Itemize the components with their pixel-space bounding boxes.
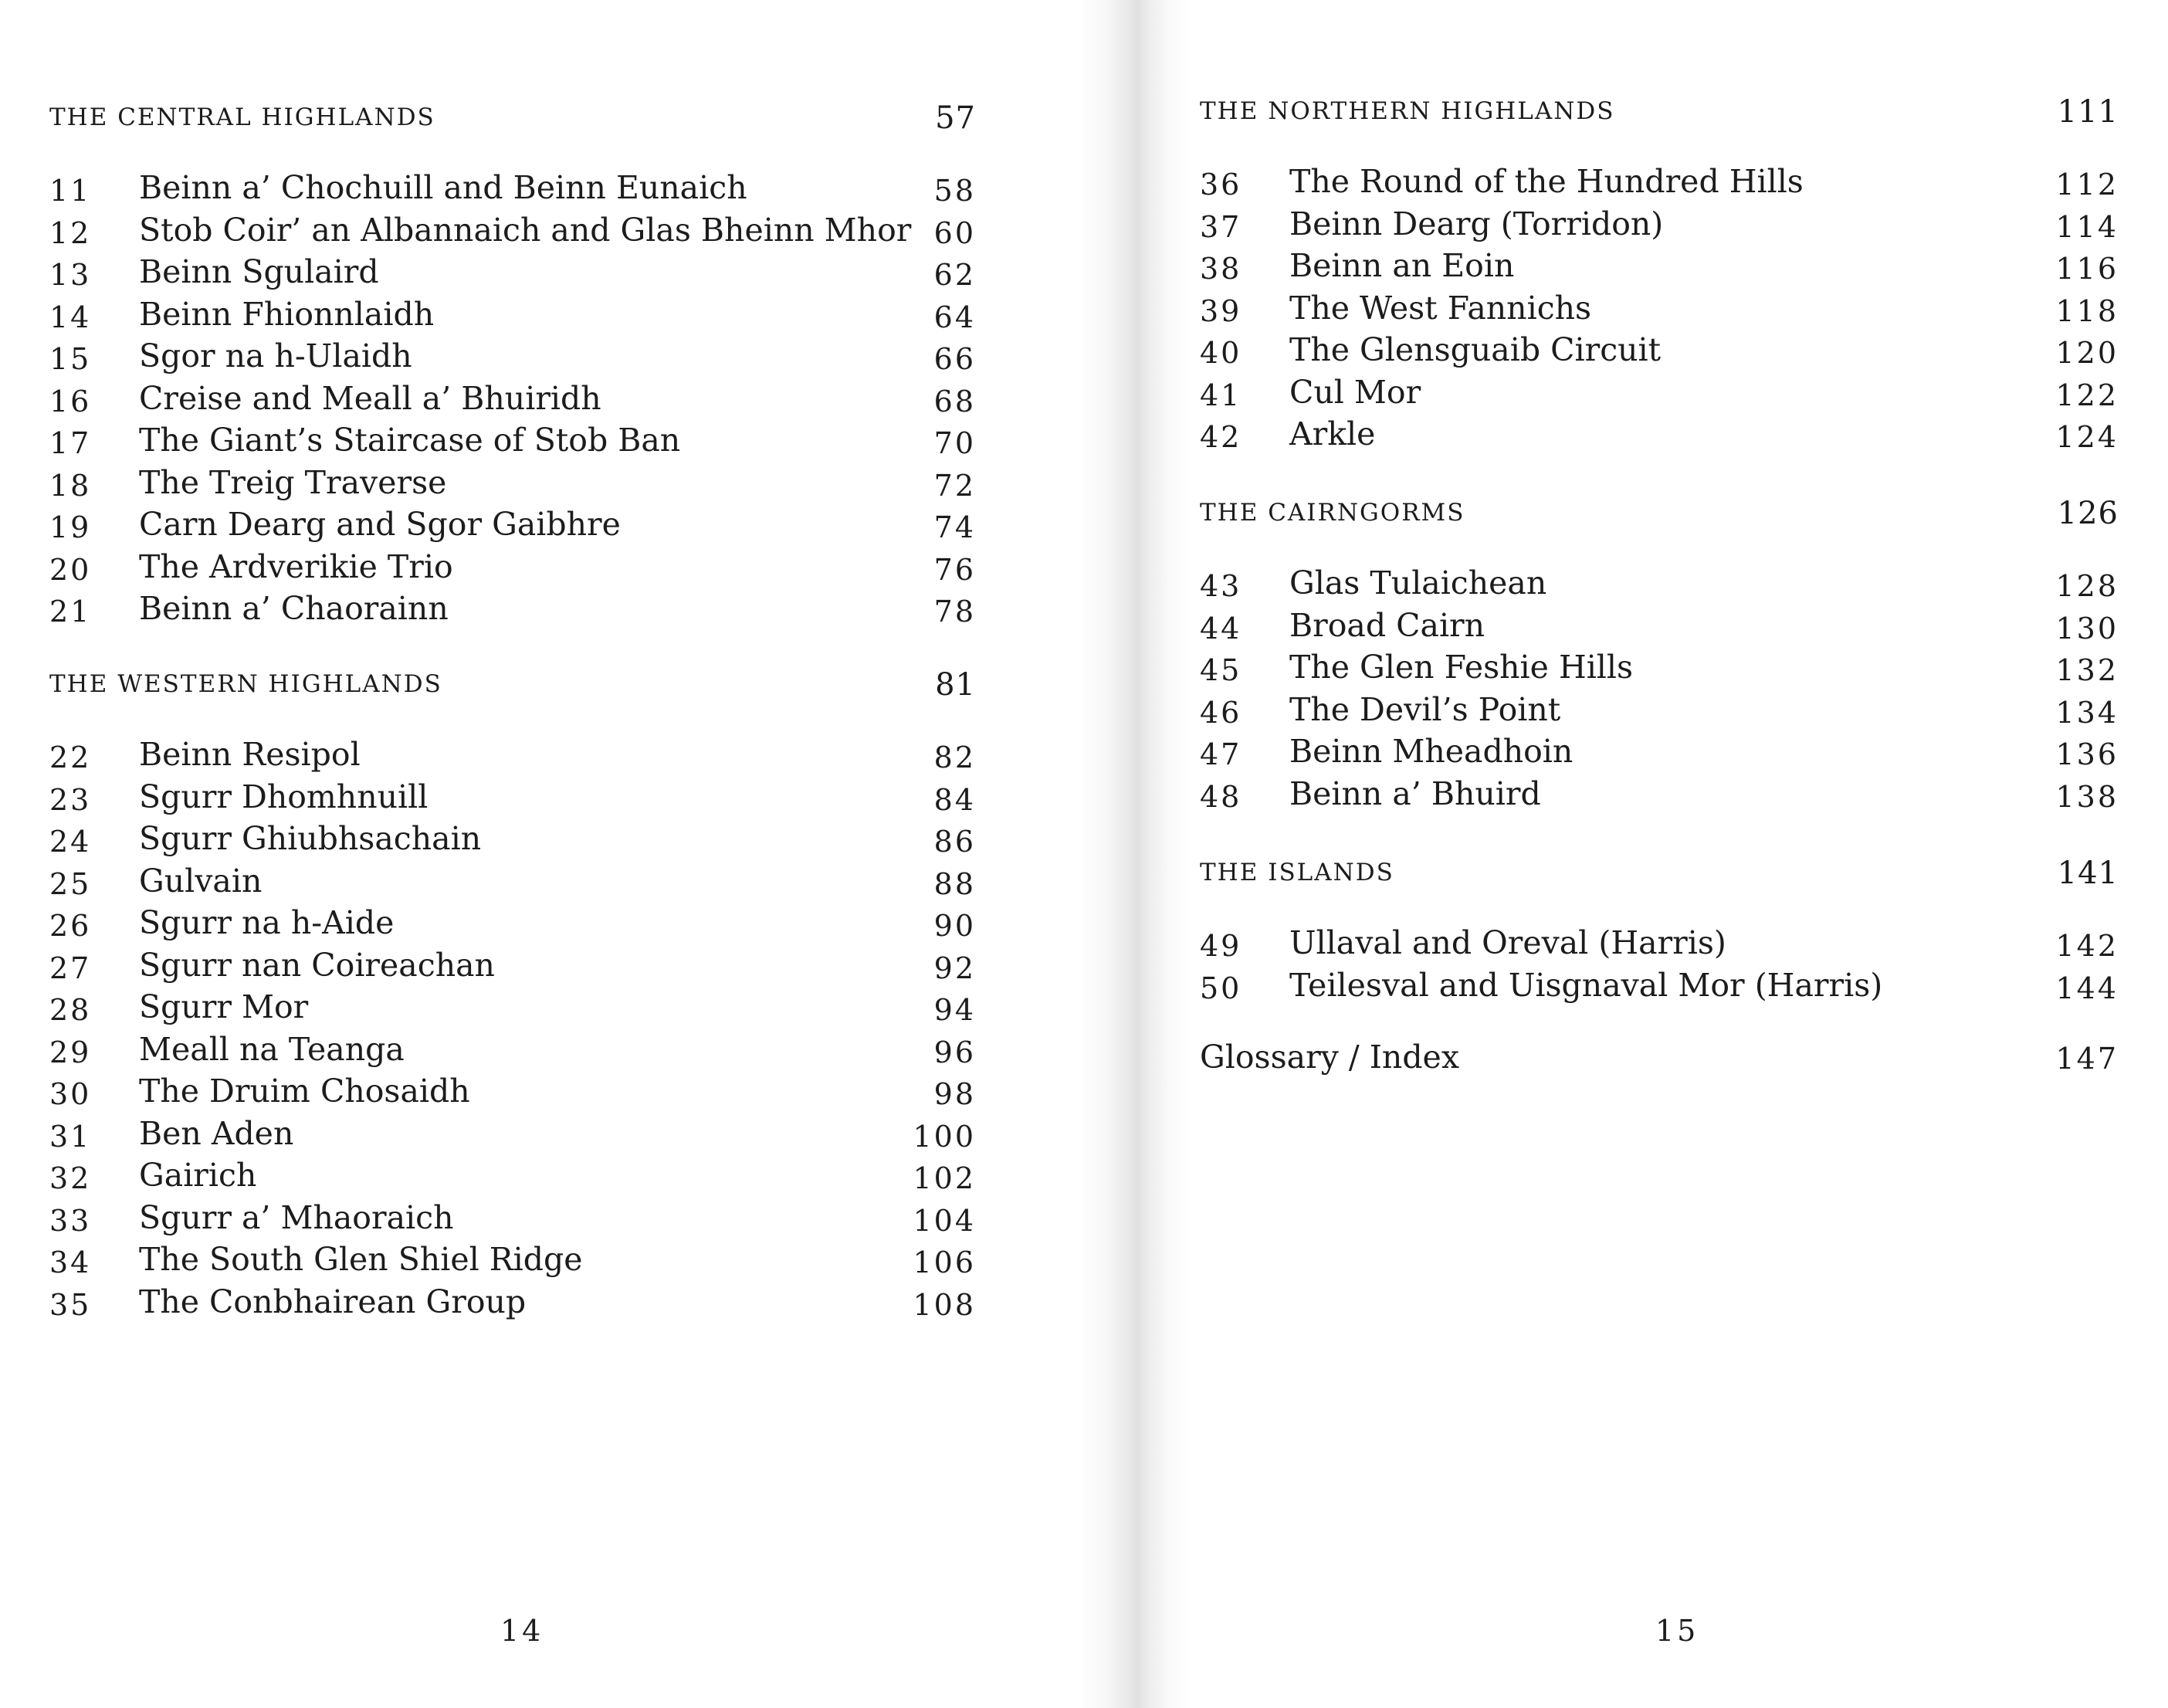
section-page-number: 141 xyxy=(2057,856,2119,891)
section-islands xyxy=(1089,856,2119,1006)
section-cairngorms xyxy=(1089,496,2119,815)
entry-list xyxy=(49,167,976,630)
entry-page-number: 134 xyxy=(2055,695,2119,730)
right-page xyxy=(1089,0,2168,1708)
entry-page-number: 90 xyxy=(933,909,976,943)
entry-page-number: 128 xyxy=(2055,569,2119,603)
entry-title: Arkle xyxy=(1289,415,1376,452)
toc-entry xyxy=(1200,329,2119,371)
entry-title: The Round of the Hundred Hills xyxy=(1289,163,1804,200)
section-page-number: 57 xyxy=(935,100,976,136)
entry-number: 29 xyxy=(49,1035,92,1069)
toc-entry xyxy=(49,1281,976,1323)
entry-title: Ullaval and Oreval (Harris) xyxy=(1289,924,1726,961)
entry-page-number: 112 xyxy=(2055,168,2119,202)
entry-number: 39 xyxy=(1200,293,1242,328)
toc-entry xyxy=(49,588,976,630)
entry-number: 13 xyxy=(49,258,92,292)
entry-page-number: 58 xyxy=(933,174,976,208)
glossary-page-number: 147 xyxy=(2055,1042,2119,1076)
entry-page-number: 144 xyxy=(2055,971,2119,1005)
entry-number: 46 xyxy=(1200,695,1242,730)
toc-entry xyxy=(49,167,976,209)
entry-page-number: 108 xyxy=(913,1287,976,1322)
entry-title: The Ardverikie Trio xyxy=(139,547,453,585)
entry-page-number: 76 xyxy=(933,552,976,587)
entry-number: 31 xyxy=(49,1119,92,1154)
entry-number: 17 xyxy=(49,426,92,460)
toc-entry xyxy=(1200,964,2119,1007)
toc-entry xyxy=(49,335,976,378)
toc-entry xyxy=(1200,203,2119,246)
entry-title: Ben Aden xyxy=(139,1114,294,1152)
entry-number: 19 xyxy=(49,510,92,544)
entry-page-number: 114 xyxy=(2055,209,2119,244)
entry-number: 36 xyxy=(1200,168,1242,202)
entry-number: 26 xyxy=(49,909,92,943)
entry-page-number: 94 xyxy=(933,993,976,1027)
entry-title: The Druim Chosaidh xyxy=(139,1073,470,1110)
entry-number: 23 xyxy=(49,782,92,817)
entry-title: The South Glen Shiel Ridge xyxy=(139,1241,583,1278)
entry-number: 34 xyxy=(49,1245,92,1279)
entry-title: Beinn Dearg (Torridon) xyxy=(1289,205,1664,242)
entry-title: The Giant’s Staircase of Stob Ban xyxy=(139,422,681,459)
entry-list xyxy=(1200,161,2119,456)
entry-title: Carn Dearg and Sgor Gaibhre xyxy=(139,506,621,543)
entry-page-number: 92 xyxy=(933,951,976,985)
entry-title: The Glen Feshie Hills xyxy=(1289,649,1634,686)
entry-number: 18 xyxy=(49,468,92,503)
section-title: THE NORTHERN HIGHLANDS xyxy=(1200,97,1615,125)
entry-page-number: 60 xyxy=(933,215,976,250)
toc-entry xyxy=(49,251,976,293)
entry-number: 11 xyxy=(49,174,92,208)
entry-number: 33 xyxy=(49,1203,92,1238)
entry-page-number: 100 xyxy=(913,1119,976,1154)
entry-title: Meall na Teanga xyxy=(139,1030,405,1068)
entry-number: 15 xyxy=(49,342,92,376)
entry-title: Broad Cairn xyxy=(1289,606,1485,644)
entry-title: Stob Coir’ an Albannaich and Glas Bheinn Mhor xyxy=(139,211,912,249)
entry-number: 27 xyxy=(49,951,92,985)
entry-page-number: 130 xyxy=(2055,611,2119,646)
toc-entry xyxy=(49,986,976,1029)
toc-entry xyxy=(1200,773,2119,815)
entry-page-number: 88 xyxy=(933,866,976,901)
entry-page-number: 136 xyxy=(2055,737,2119,771)
toc-entry xyxy=(49,1029,976,1071)
glossary-title: Glossary / Index xyxy=(1200,1039,1459,1076)
glossary-index-entry xyxy=(1200,1039,2119,1085)
entry-title: Sgor na h-Ulaidh xyxy=(139,337,412,374)
entry-number: 47 xyxy=(1200,737,1242,771)
toc-entry xyxy=(49,378,976,420)
entry-title: Sgurr nan Coireachan xyxy=(139,946,495,984)
section-heading xyxy=(1200,94,2119,150)
entry-title: Beinn a’ Chochuill and Beinn Eunaich xyxy=(139,169,747,206)
toc-entry xyxy=(1200,605,2119,647)
entry-page-number: 120 xyxy=(2055,336,2119,370)
entry-number: 12 xyxy=(49,215,92,250)
toc-entry xyxy=(1200,562,2119,605)
toc-entry xyxy=(49,209,976,252)
section-heading xyxy=(1200,496,2119,551)
entry-page-number: 138 xyxy=(2055,779,2119,814)
entry-title: Glas Tulaichean xyxy=(1289,564,1547,602)
toc-entry xyxy=(49,503,976,546)
entry-page-number: 66 xyxy=(933,342,976,376)
section-central-highlands xyxy=(0,100,976,630)
entry-page-number: 82 xyxy=(933,740,976,774)
entry-title: Sgurr Dhomhnuill xyxy=(139,778,429,815)
toc-entry xyxy=(1200,287,2119,330)
entry-title: Beinn Resipol xyxy=(139,736,361,773)
entry-title: Sgurr Ghiubhsachain xyxy=(139,820,482,857)
section-northern-highlands xyxy=(1089,94,2119,456)
entry-number: 28 xyxy=(49,993,92,1027)
toc-entry xyxy=(1200,371,2119,414)
page-folio: 14 xyxy=(500,1614,544,1648)
entry-title: The Conbhairean Group xyxy=(139,1283,527,1320)
entry-number: 43 xyxy=(1200,569,1242,603)
entry-number: 35 xyxy=(49,1287,92,1322)
entry-number: 14 xyxy=(49,300,92,334)
toc-entry xyxy=(1200,730,2119,773)
entry-title: Cul Mor xyxy=(1289,373,1421,411)
entry-list xyxy=(1200,562,2119,815)
entry-title: The Devil’s Point xyxy=(1289,690,1561,728)
section-western-highlands xyxy=(0,667,976,1323)
toc-entry xyxy=(1200,413,2119,456)
toc-entry xyxy=(1200,245,2119,287)
entry-page-number: 118 xyxy=(2055,293,2119,328)
section-page-number: 81 xyxy=(935,667,976,703)
section-title: THE WESTERN HIGHLANDS xyxy=(49,670,442,698)
entry-number: 21 xyxy=(49,595,92,629)
entry-number: 32 xyxy=(49,1161,92,1195)
entry-title: Beinn a’ Bhuird xyxy=(1289,774,1541,812)
entry-list xyxy=(1200,922,2119,1006)
entry-number: 41 xyxy=(1200,378,1242,412)
toc-entry xyxy=(49,860,976,903)
entry-title: Beinn Fhionnlaidh xyxy=(139,295,435,333)
entry-number: 30 xyxy=(49,1077,92,1111)
toc-entry xyxy=(49,902,976,944)
toc-entry xyxy=(49,818,976,860)
entry-title: Beinn Mheadhoin xyxy=(1289,733,1573,770)
entry-title: Beinn a’ Chaorainn xyxy=(139,590,449,627)
section-heading xyxy=(1200,856,2119,911)
toc-entry xyxy=(49,734,976,776)
entry-number: 42 xyxy=(1200,420,1242,454)
entry-page-number: 62 xyxy=(933,258,976,292)
entry-number: 37 xyxy=(1200,209,1242,244)
section-title: THE ISLANDS xyxy=(1200,859,1394,886)
toc-entry xyxy=(49,462,976,504)
section-title: THE CAIRNGORMS xyxy=(1200,499,1465,527)
entry-page-number: 132 xyxy=(2055,653,2119,687)
entry-number: 49 xyxy=(1200,929,1242,963)
entry-title: Beinn an Eoin xyxy=(1289,247,1515,284)
entry-number: 45 xyxy=(1200,653,1242,687)
section-heading xyxy=(49,100,976,156)
entry-page-number: 72 xyxy=(933,468,976,503)
toc-entry xyxy=(49,776,976,818)
toc-entry xyxy=(49,1070,976,1113)
toc-entry xyxy=(49,1197,976,1239)
entry-page-number: 102 xyxy=(913,1161,976,1195)
section-heading xyxy=(49,667,976,723)
entry-number: 44 xyxy=(1200,611,1242,646)
entry-title: Sgurr na h-Aide xyxy=(139,904,395,941)
toc-entry xyxy=(49,1239,976,1281)
toc-entry xyxy=(49,546,976,588)
entry-list xyxy=(49,734,976,1323)
toc-entry xyxy=(1200,922,2119,964)
toc-entry xyxy=(1200,689,2119,731)
toc-entry xyxy=(49,944,976,987)
entry-page-number: 86 xyxy=(933,825,976,859)
entry-page-number: 122 xyxy=(2055,378,2119,412)
entry-page-number: 106 xyxy=(913,1245,976,1279)
entry-page-number: 74 xyxy=(933,510,976,544)
entry-title: The Treig Traverse xyxy=(139,463,447,501)
entry-number: 38 xyxy=(1200,252,1242,286)
page-folio: 15 xyxy=(1655,1614,1699,1648)
entry-title: Gairich xyxy=(139,1157,257,1194)
entry-number: 22 xyxy=(49,740,92,774)
entry-title: Creise and Meall a’ Bhuiridh xyxy=(139,379,601,417)
entry-number: 24 xyxy=(49,825,92,859)
entry-page-number: 142 xyxy=(2055,929,2119,963)
entry-page-number: 68 xyxy=(933,384,976,419)
entry-number: 20 xyxy=(49,552,92,587)
toc-entry xyxy=(49,1154,976,1197)
entry-title: Sgurr Mor xyxy=(139,988,309,1025)
entry-page-number: 116 xyxy=(2055,252,2119,286)
section-title: THE CENTRAL HIGHLANDS xyxy=(49,103,435,131)
toc-entry xyxy=(49,293,976,336)
entry-number: 48 xyxy=(1200,779,1242,814)
section-page-number: 126 xyxy=(2057,496,2119,531)
entry-page-number: 64 xyxy=(933,300,976,334)
section-page-number: 111 xyxy=(2057,94,2119,130)
entry-page-number: 96 xyxy=(933,1035,976,1069)
entry-page-number: 104 xyxy=(913,1203,976,1238)
entry-title: The Glensguaib Circuit xyxy=(1289,331,1662,368)
entry-title: Beinn Sgulaird xyxy=(139,253,379,290)
toc-entry xyxy=(49,419,976,462)
entry-page-number: 70 xyxy=(933,426,976,460)
toc-entry xyxy=(1200,646,2119,689)
entry-number: 50 xyxy=(1200,971,1242,1005)
toc-entry xyxy=(49,1113,976,1155)
entry-title: The West Fannichs xyxy=(1289,289,1592,327)
entry-page-number: 124 xyxy=(2055,420,2119,454)
entry-page-number: 78 xyxy=(933,595,976,629)
entry-page-number: 98 xyxy=(933,1077,976,1111)
entry-number: 40 xyxy=(1200,336,1242,370)
entry-number: 16 xyxy=(49,384,92,419)
entry-title: Teilesval and Uisgnaval Mor (Harris) xyxy=(1289,966,1883,1004)
entry-page-number: 84 xyxy=(933,782,976,817)
entry-number: 25 xyxy=(49,866,92,901)
entry-title: Sgurr a’ Mhaoraich xyxy=(139,1198,454,1236)
toc-entry xyxy=(1200,161,2119,203)
entry-title: Gulvain xyxy=(139,862,263,900)
